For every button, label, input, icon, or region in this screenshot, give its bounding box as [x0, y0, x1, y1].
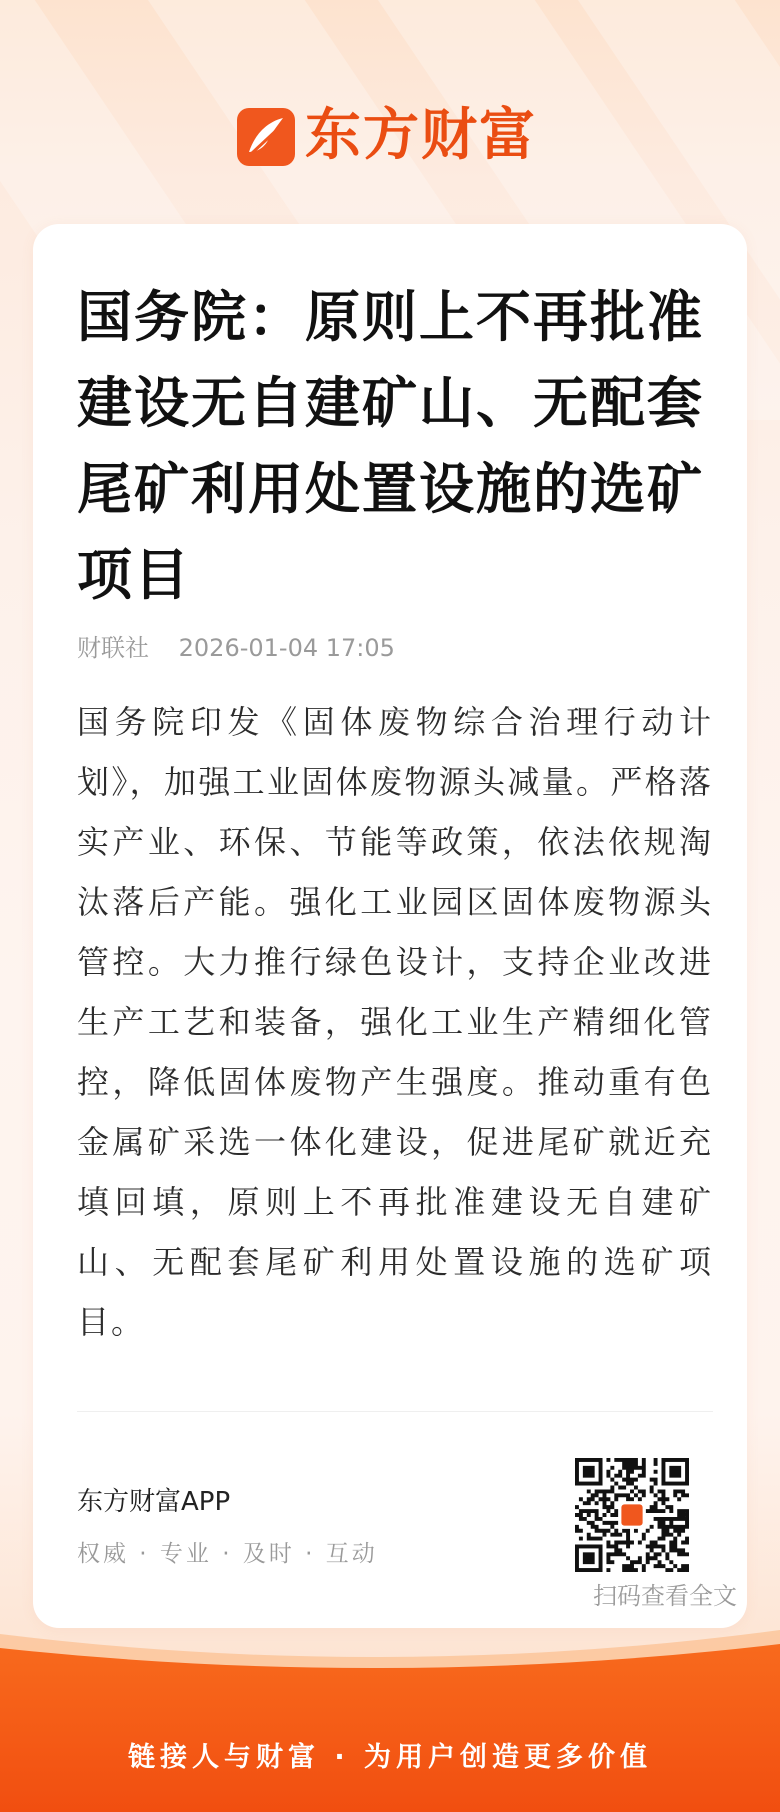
- brand-logo-icon: [237, 108, 295, 166]
- article-body: 国务院印发《固体废物综合治理行动计划》，加强工业固体废物源头减量。严格落实产业、环保、节能等政策，依法依规淘汰落后产能。强化工业园区固体废物源头管控。大力推行绿色设计，支持企业改进生产工艺和装备，强化工业生产精细化管控，降低固体废物产生强度。推动重有色金属矿采选一体化建设，促进尾矿就近充填回填，原则上不再批准建设无自建矿山、无配套尾矿利用处置设施的选矿项目。: [77, 703, 713, 1341]
- article-card: [33, 224, 747, 1628]
- app-name: 东方财富APP: [77, 1487, 231, 1517]
- article-meta: [77, 628, 395, 668]
- qr-caption: 扫码查看全文: [593, 1582, 737, 1610]
- article-title: 国务院：原则上不再批准建设无自建矿山、无配套尾矿利用处置设施的选矿项目: [77, 284, 705, 607]
- footer-banner: [0, 1622, 780, 1812]
- article-datetime: 2026-01-04 17:05: [178, 634, 395, 662]
- article-source: 财联社: [77, 634, 149, 662]
- footer-slogan: 链接人与财富 · 为用户创造更多价值: [127, 1742, 653, 1773]
- brand-name: 东方财富: [305, 103, 537, 168]
- app-tagline: 权威 · 专业 · 及时 · 互动: [77, 1541, 378, 1567]
- brand-header: [0, 100, 780, 180]
- divider: [77, 1411, 713, 1412]
- qr-code-icon[interactable]: [575, 1458, 689, 1572]
